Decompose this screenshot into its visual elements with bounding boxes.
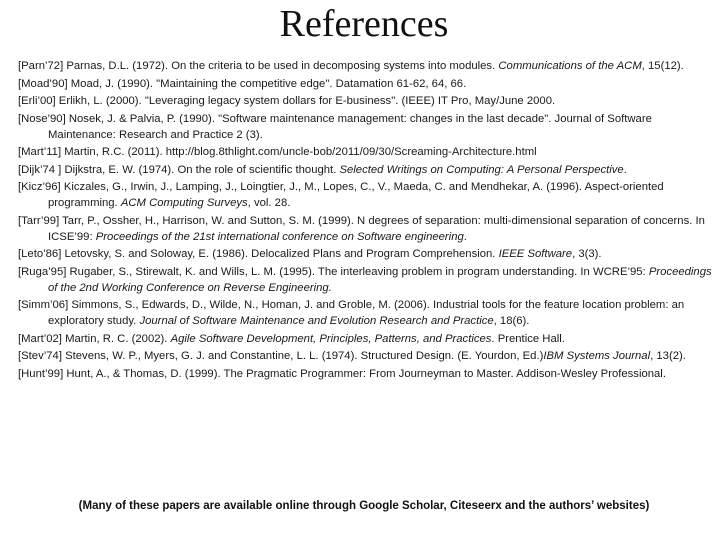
reference-text: [Mart’02] Martin, R. C. (2002). xyxy=(18,332,171,345)
reference-text: [Leto’86] Letovsky, S. and Soloway, E. (1986). Delocalized Plans and Program Comprehension. xyxy=(18,248,499,260)
reference-title: Communications of the ACM xyxy=(498,60,642,72)
reference-text: [Parn’72] Parnas, D.L. (1972). On the criteria to be used in decomposing systems into modules. xyxy=(18,60,499,72)
reference-title: Proceedings of the 2nd Working Conference on Reverse Engineering. xyxy=(48,265,712,294)
reference-title: ACM Computing Surveys xyxy=(120,197,248,209)
reference-title: Proceedings of the 21st international conference on Software engineering xyxy=(95,230,464,243)
reference-list xyxy=(18,58,722,383)
reference-title: Agile Software Development, Principles, Patterns, and Practices xyxy=(170,332,492,345)
reference-item xyxy=(18,58,722,74)
reference-text: [Nose’90] Nosek, J. & Palvia, P. (1990). "Software maintenance management: changes in the last decade". Journal of Software Maintenance: Research and Practice 2 (3). xyxy=(18,112,652,141)
reference-item xyxy=(18,331,722,347)
reference-item xyxy=(18,179,722,211)
reference-text: [Erli’00] Erlikh, L. (2000). "Leveraging legacy system dollars for E-business". (IEEE) IT Pro, May/June 2000. xyxy=(18,95,556,107)
reference-title: IEEE Software xyxy=(498,248,573,260)
reference-text: [Tarr’99] Tarr, P., Ossher, H., Harrison, W. and Sutton, S. M. (1999). N degrees of separation: multi-dimensional separation of concerns. In ICSE’99: xyxy=(18,214,705,243)
reference-item xyxy=(18,111,722,143)
reference-tail: , vol. 28. xyxy=(247,197,291,209)
reference-tail: , 18(6). xyxy=(493,315,530,327)
reference-item xyxy=(18,144,722,160)
reference-text: [Simm’06] Simmons, S., Edwards, D., Wilde, N., Homan, J. and Groble, M. (2006). Industrial tools for the feature location problem: an exploratory study. xyxy=(18,299,685,327)
reference-tail: . xyxy=(463,230,467,243)
reference-tail: , 3(3). xyxy=(572,248,602,260)
reference-text: [Ruga’95] Rugaber, S., Stirewalt, K. and Wills, L. M. (1995). The interleaving problem in program understanding. In WCRE’95: xyxy=(18,265,649,278)
reference-tail: . Prentice Hall. xyxy=(491,332,565,345)
reference-item xyxy=(18,162,722,178)
slide-title: References xyxy=(279,3,449,45)
reference-text: [Mart’11] Martin, R.C. (2011). http://blog.8thlight.com/uncle-bob/2011/09/30/Screaming-Architecture.html xyxy=(18,146,537,158)
reference-item xyxy=(18,76,722,92)
reference-tail: . xyxy=(623,163,627,176)
reference-title: Journal of Software Maintenance and Evolution Research and Practice xyxy=(139,315,494,327)
reference-tail: , 13(2). xyxy=(650,350,686,362)
reference-text: [Stev’74] Stevens, W. P., Myers, G. J. and Constantine, L. L. (1974). Structured Design. (E. Yourdon, Ed.) xyxy=(18,350,544,362)
reference-item xyxy=(18,213,722,245)
reference-item xyxy=(18,246,722,262)
reference-text: [Hunt’99] Hunt, A., & Thomas, D. (1999). The Pragmatic Programmer: From Journeyman to Master. Addison-Wesley Professional. xyxy=(18,367,666,380)
reference-title: Selected Writings on Computing: A Personal Perspective xyxy=(339,163,624,176)
reference-title: IBM Systems Journal xyxy=(543,350,651,362)
availability-note: (Many of these papers are available online through Google Scholar, Citeseerx and the authors’ websites) xyxy=(78,500,650,512)
reference-item xyxy=(18,297,722,329)
reference-text: [Kicz’96] Kiczales, G., Irwin, J., Lamping, J., Loingtier, J., M., Lopes, C., V., Maeda, C. and Mendhekar, A. (1996). Aspect-oriented programming. xyxy=(18,181,664,209)
reference-item xyxy=(18,93,722,109)
reference-text: [Moad’90] Moad, J. (1990). "Maintaining the competitive edge". Datamation 61-62, 64, 66. xyxy=(18,77,467,90)
reference-text: [Dijk’74 ] Dijkstra, E. W. (1974). On the role of scientific thought. xyxy=(18,163,340,176)
reference-tail: , 15(12). xyxy=(641,60,684,72)
reference-item xyxy=(18,366,722,382)
reference-item xyxy=(18,264,722,296)
reference-item xyxy=(18,348,722,364)
